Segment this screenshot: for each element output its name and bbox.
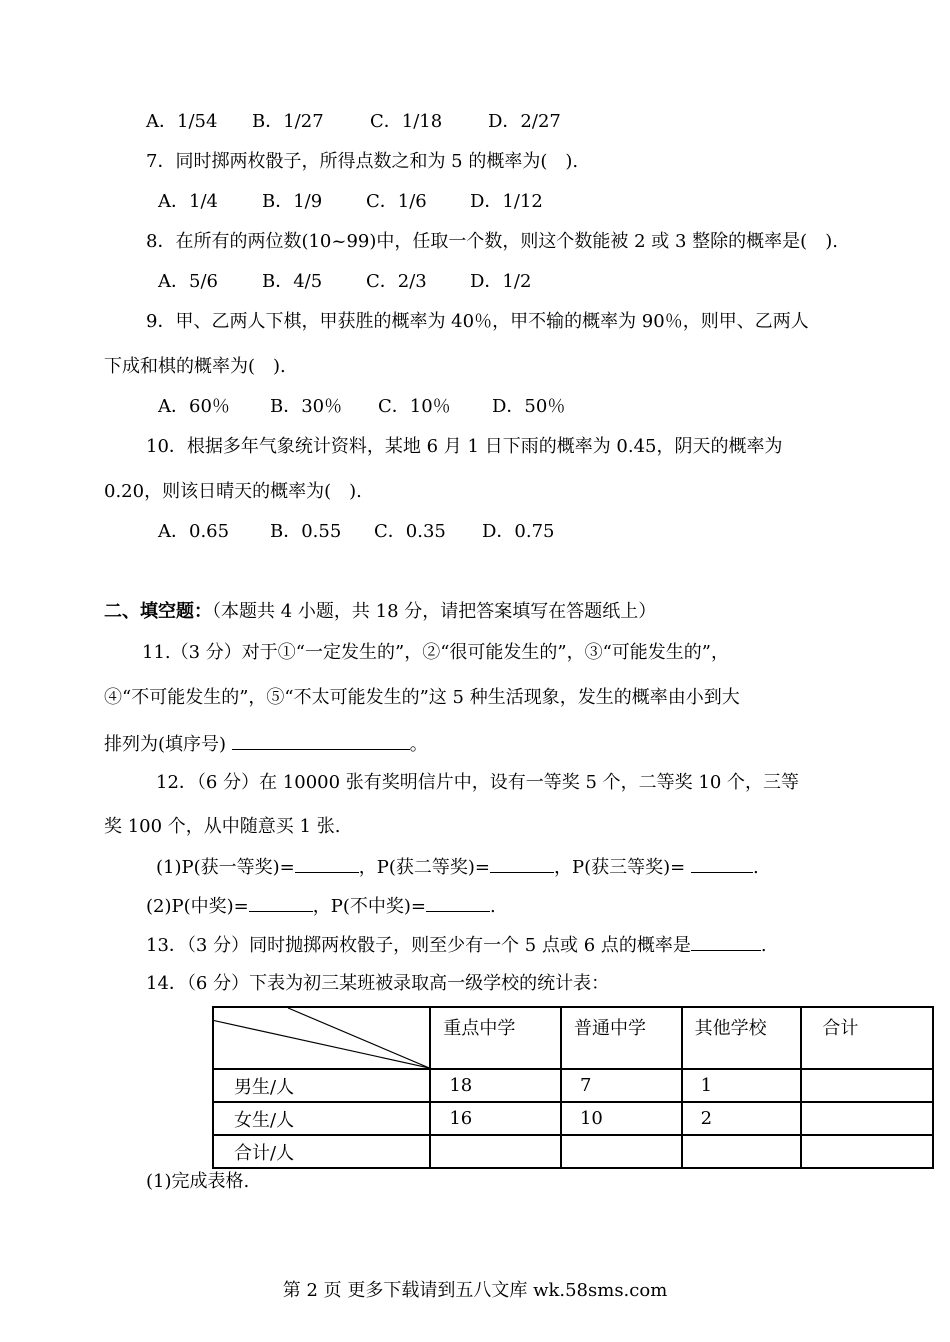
q11-line1: 11.（3 分）对于①“一定发生的”，②“很可能发生的”，③“可能发生的”， [142,642,730,663]
diagonal-lines [214,1008,429,1068]
table-header-row [213,1007,933,1069]
q13-text: 13．（3 分）同时抛掷两枚骰子，则至少有一个 5 点或 6 点的概率是 [146,935,691,956]
q6-option-a: A．1/54 [146,111,218,132]
q12-line2: 奖 100 个，从中随意买 1 张. [104,816,341,837]
q10-option-c: C．0.35 [374,521,446,542]
q7-option-a: A．1/4 [158,191,218,212]
q6-option-c: C．1/18 [370,111,443,132]
q6-option-d: D．2/27 [488,111,561,132]
q12-p1-blank-a[interactable] [295,854,359,873]
q9-stem-line2: 下成和棋的概率为( ). [104,356,286,377]
table-cell: 18 [430,1069,561,1102]
page-footer: 第 2 页 更多下载请到五八文库 wk.58sms.com [282,1280,668,1301]
table-cell[interactable] [801,1135,933,1168]
q8-option-a: A．5/6 [158,271,218,292]
q8-option-d: D．1/2 [470,271,532,292]
table-header-cell: 合计 [801,1007,933,1069]
table-row [213,1135,933,1168]
q12-p2-label-a: (2)P(中奖)= [146,896,249,917]
table-row-label: 男生/人 [213,1069,430,1102]
q10-option-a: A．0.65 [158,521,230,542]
q11-prompt: 排列为(填序号) [104,734,227,755]
section-heading [104,600,656,624]
q10-stem-line2: 0.20，则该日晴天的概率为( ). [104,481,362,502]
q12-p1-blank-c[interactable] [691,854,753,873]
table-cell: 1 [682,1069,802,1102]
table-cell: 7 [561,1069,682,1102]
q9-option-b: B．30％ [270,396,343,417]
table-cell[interactable] [801,1069,933,1102]
q14-text: 14．（6 分）下表为初三某班被录取高一级学校的统计表： [146,973,610,994]
q7-option-c: C．1/6 [366,191,427,212]
q12-p2-blank-b[interactable] [426,893,490,912]
table-cell: 16 [430,1102,561,1135]
table-row-label: 女生/人 [213,1102,430,1135]
q6-option-b: B．1/27 [252,111,324,132]
q12-p1-label-c: ，P(获三等奖)= [554,857,686,878]
table-header-cell: 重点中学 [430,1007,561,1069]
section-title: 二、填空题： [104,601,212,622]
q12-p1-blank-b[interactable] [490,854,554,873]
table-header-cell: 其他学校 [682,1007,802,1069]
q8-option-c: C．2/3 [366,271,427,292]
q13 [146,932,767,958]
table-row [213,1102,933,1135]
q10-stem-line1: 10．根据多年气象统计资料，某地 6 月 1 日下雨的概率为 0.45，阴天的概率为 [146,436,783,457]
q13-answer-blank[interactable] [691,932,761,951]
enrollment-table [212,1006,934,1169]
table-cell[interactable] [430,1135,561,1168]
q7-option-b: B．1/9 [262,191,323,212]
table-cell: 2 [682,1102,802,1135]
q12-p1-label-a: (1)P(获一等奖)= [156,857,295,878]
q7-option-d: D．1/12 [470,191,543,212]
q11-line3 [104,731,428,757]
section-note: （本题共 4 小题，共 18 分，请把答案填写在答题纸上） [212,601,657,622]
q9-option-d: D．50％ [492,396,566,417]
q7-stem: 7．同时掷两枚骰子，所得点数之和为 5 的概率为( ). [146,151,579,172]
table-cell: 10 [561,1102,682,1135]
table-cell[interactable] [561,1135,682,1168]
q13-end: . [760,935,767,956]
q12-p1-end: . [752,857,759,878]
table-row [213,1069,933,1102]
q9-option-a: A．60％ [158,396,230,417]
table-row-label: 合计/人 [213,1135,430,1168]
q11-answer-blank[interactable] [232,731,410,750]
table-cell[interactable] [801,1102,933,1135]
q12-line1: 12．（6 分）在 10000 张有奖明信片中，设有一等奖 5 个，二等奖 10 个，三等 [156,772,800,793]
q14-sub1: (1)完成表格. [146,1171,250,1192]
table-corner-cell [213,1007,430,1069]
table-cell[interactable] [682,1135,802,1168]
q11-end: 。 [409,734,428,755]
q9-option-c: C．10％ [378,396,451,417]
q9-stem-line1: 9．甲、乙两人下棋，甲获胜的概率为 40％，甲不输的概率为 90％，则甲、乙两人 [146,311,809,332]
table-header-cell: 普通中学 [561,1007,682,1069]
q8-option-b: B．4/5 [262,271,323,292]
q12-part1 [156,854,759,880]
q12-p2-label-b: ，P(不中奖)= [312,896,426,917]
q12-p2-blank-a[interactable] [249,893,313,912]
q12-p1-label-b: ，P(获二等奖)= [358,857,490,878]
q12-part2 [146,893,496,919]
q12-p2-end: . [490,896,496,917]
q10-option-b: B．0.55 [270,521,342,542]
q11-line2: ④“不可能发生的”，⑤“不太可能发生的”这 5 种生活现象，发生的概率由小到大 [104,687,740,708]
q8-stem: 8．在所有的两位数(10~99)中，任取一个数，则这个数能被 2 或 3 整除的概率是( ). [146,231,838,252]
q10-option-d: D．0.75 [482,521,555,542]
